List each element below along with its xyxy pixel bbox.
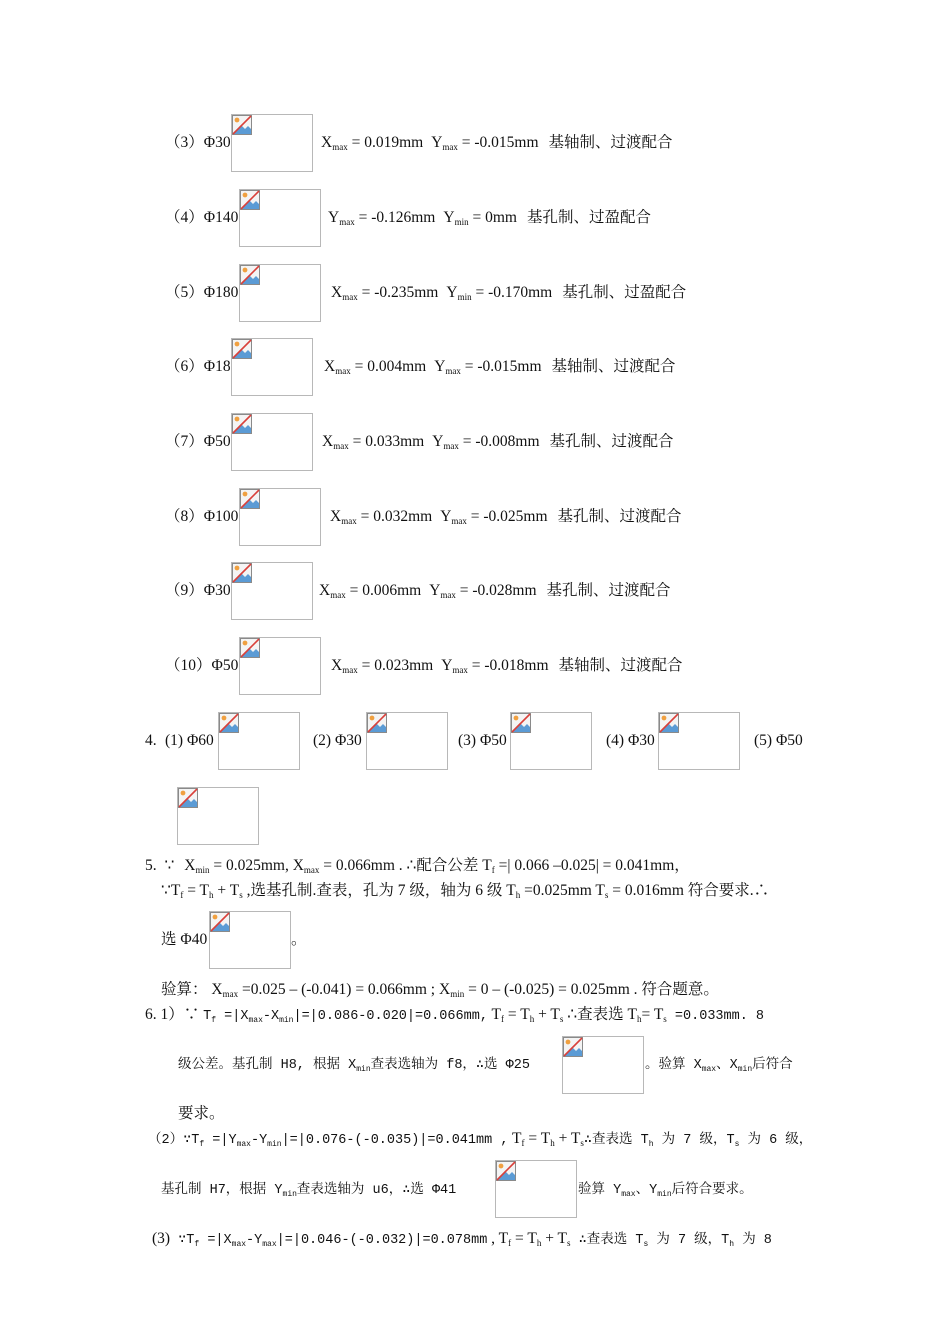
q4-formula-image-1 <box>218 712 300 770</box>
fit-type: 基孔制、过渡配合 <box>549 433 674 450</box>
text: -X <box>262 1009 280 1024</box>
subscript: max <box>231 1240 247 1249</box>
q4-line <box>145 731 157 751</box>
q6-line-3: 要求。 <box>178 1105 225 1122</box>
broken-image-icon <box>178 788 198 808</box>
q6-line-1 <box>145 1005 764 1031</box>
subscript: h <box>536 1238 542 1248</box>
subscript: s <box>663 1014 667 1024</box>
q6-line-2 <box>178 1054 530 1080</box>
fit-clearance-values <box>331 283 686 307</box>
text: =|X <box>199 1233 232 1248</box>
value: = -0.015mm <box>460 358 542 375</box>
subscript: s <box>734 1140 740 1149</box>
value: = 0.032mm <box>356 508 433 525</box>
text: ,选基孔制.查表，孔为 7 级，轴为 6 级 T <box>242 882 516 899</box>
subscript: s <box>580 1138 584 1148</box>
q5-line-3-end: 。 <box>291 931 307 948</box>
symbol: X <box>321 134 333 151</box>
fit-type: 基孔制、过渡配合 <box>546 582 671 599</box>
text: , T <box>487 1230 509 1247</box>
x-symbol: X <box>184 857 196 874</box>
text: ∵T <box>161 882 181 899</box>
subscript: min <box>457 292 472 302</box>
fit-item-number: （5）Φ180 <box>165 284 239 301</box>
fit-type: 基孔制、过盈配合 <box>562 284 687 301</box>
subscript: s <box>239 890 243 900</box>
fit-clearance-values <box>321 133 673 157</box>
text: + T <box>213 882 240 899</box>
value: = 0mm <box>468 209 517 226</box>
text: + T <box>554 1130 581 1147</box>
symbol: Y <box>446 284 458 301</box>
subscript: f <box>199 1140 205 1149</box>
subscript: h <box>729 1240 735 1249</box>
subscript: min <box>267 1140 282 1149</box>
subscript: f <box>508 1238 512 1248</box>
q4-item-4: (4) Φ30 <box>606 732 655 749</box>
symbol: Y <box>432 433 444 450</box>
text: =0.033mm. 8 <box>666 1009 765 1024</box>
q4-formula-image-3 <box>510 712 592 770</box>
subscript: max <box>342 665 358 675</box>
text: 为 8 <box>734 1233 772 1248</box>
q4-item-5: (5) Φ50 <box>754 732 803 749</box>
value: = -0.015mm <box>457 134 539 151</box>
subscript: min <box>356 1065 371 1074</box>
q6-line-5-end <box>578 1179 753 1205</box>
subscript: max <box>248 1016 263 1025</box>
subscript: s <box>643 1240 649 1249</box>
symbol: Y <box>441 657 453 674</box>
text: 查表选轴为 f8，∴选 Φ25 <box>370 1058 530 1073</box>
text: =|X <box>216 1009 249 1024</box>
subscript: max <box>451 516 467 526</box>
subscript: max <box>341 516 357 526</box>
subscript: max <box>443 441 459 451</box>
subscript: max <box>452 665 468 675</box>
symbol: Y <box>431 134 443 151</box>
q4-formula-image-2 <box>366 712 448 770</box>
broken-image-icon <box>240 489 260 509</box>
fit-clearance-values <box>330 507 682 531</box>
value: = 0.006mm <box>345 582 422 599</box>
text: 为 6 级， <box>739 1133 813 1148</box>
text: （2）∵T <box>148 1133 200 1148</box>
fit-formula-image <box>231 338 313 396</box>
q6-line-2-end <box>645 1054 793 1080</box>
because-symbol: ∵ <box>164 857 175 874</box>
text: 为 7 级，T <box>653 1133 735 1148</box>
value: = -0.126mm <box>354 209 436 226</box>
subscript: max <box>236 1140 251 1149</box>
text: = T <box>504 1006 530 1023</box>
value-text: =| 0.066 –0.025| = 0.041mm， <box>494 857 690 874</box>
text: ∴查表选 T <box>563 1006 637 1023</box>
subscript: max <box>335 366 351 376</box>
subscript: min <box>450 989 465 999</box>
fit-type: 基孔制、过盈配合 <box>526 209 651 226</box>
subscript: min <box>454 217 469 227</box>
fit-formula-image <box>239 637 321 695</box>
text: =0.025mm T <box>520 882 605 899</box>
subscript: max <box>330 590 346 600</box>
value: = 0.033mm <box>348 433 425 450</box>
text: 验算： <box>161 981 208 998</box>
broken-image-icon <box>496 1161 516 1181</box>
q6-label: 6. <box>145 1006 157 1023</box>
text: 基孔制 H7，根据 Y <box>161 1183 283 1198</box>
q4-formula-image-5 <box>177 787 259 845</box>
q6-line-6 <box>152 1229 772 1255</box>
broken-image-icon <box>367 713 387 733</box>
q5-line-4 <box>161 980 719 1004</box>
symbol: X <box>319 582 331 599</box>
subscript: min <box>657 1190 672 1199</box>
symbol: X <box>330 508 342 525</box>
t-symbol: T <box>482 857 492 874</box>
fit-formula-image <box>239 264 321 322</box>
fit-clearance-values <box>322 432 674 456</box>
text: 选 Φ40 <box>161 931 208 948</box>
q4-formula-image-4 <box>658 712 740 770</box>
x-symbol: X <box>211 981 223 998</box>
subscript: max <box>333 441 349 451</box>
value-text: = 0.066mm . ∴配合公差 <box>319 857 483 874</box>
text: -Y <box>246 1233 263 1248</box>
subscript: min <box>737 1065 753 1074</box>
subscript: min <box>282 1190 297 1199</box>
fit-type: 基孔制、过渡配合 <box>557 508 682 525</box>
fit-formula-image <box>239 488 321 546</box>
subscript: f <box>521 1138 525 1148</box>
fit-formula-image <box>239 189 321 247</box>
value: = 0.004mm <box>350 358 427 375</box>
fit-item-number: （8）Φ100 <box>165 508 239 525</box>
subscript: f <box>491 865 495 875</box>
text: ∵T <box>170 1233 195 1248</box>
q5-line-1 <box>145 856 690 880</box>
subscript: max <box>621 1190 636 1199</box>
q5-label: 5. <box>145 857 157 874</box>
text: |=|0.046-(-0.032)|=0.078mm <box>276 1233 488 1248</box>
subscript: s <box>567 1238 571 1248</box>
broken-image-icon <box>232 414 252 434</box>
value: = -0.028mm <box>455 582 537 599</box>
subscript: f <box>180 890 184 900</box>
q6-formula-image-2 <box>495 1160 577 1218</box>
symbol: Y <box>443 209 455 226</box>
subscript: min <box>279 1016 294 1025</box>
subscript: max <box>222 989 239 999</box>
subscript: max <box>342 292 358 302</box>
x-symbol: X <box>292 857 304 874</box>
subscript: max <box>440 590 456 600</box>
q4-label: 4. <box>145 732 157 749</box>
text: + T <box>534 1006 560 1023</box>
fit-type: 基轴制、过渡配合 <box>551 358 676 375</box>
subscript: max <box>701 1065 717 1074</box>
broken-image-icon <box>240 265 260 285</box>
fit-clearance-values <box>331 656 683 680</box>
text: |=|0.086-0.020|=0.066mm, <box>293 1009 488 1024</box>
text: 级公差。基孔制 H8, 根据 X <box>178 1058 357 1073</box>
broken-image-icon <box>232 339 252 359</box>
subscript: h <box>648 1140 654 1149</box>
q5-line-2 <box>161 881 769 905</box>
broken-image-icon <box>563 1037 583 1057</box>
subscript: h <box>550 1138 555 1148</box>
text: = 0 – (-0.025) = 0.025mm . 符合题意。 <box>464 981 719 998</box>
fit-formula-image <box>231 562 313 620</box>
text: = T <box>524 1130 551 1147</box>
q6-line-5 <box>161 1179 456 1205</box>
text: ∴查表选 T <box>583 1133 649 1148</box>
text: 、Y <box>635 1183 658 1198</box>
text: 为 7 级，T <box>648 1233 730 1248</box>
q5-line-3 <box>161 930 207 950</box>
subscript: h <box>515 890 521 900</box>
subscript: max <box>262 1240 277 1249</box>
q6-formula-image-1 <box>562 1036 644 1094</box>
fit-type: 基轴制、过渡配合 <box>548 134 673 151</box>
fit-item-number: （6）Φ18 <box>165 358 231 375</box>
subscript: s <box>559 1014 564 1024</box>
fit-item-number: （10）Φ50 <box>165 657 239 674</box>
subscript: max <box>303 865 320 875</box>
value: = -0.235mm <box>357 284 439 301</box>
fit-formula-image <box>231 413 313 471</box>
q6-line-4 <box>148 1129 812 1155</box>
text: (3) <box>152 1230 171 1247</box>
symbol: X <box>331 657 343 674</box>
text: |=|0.076-(-0.035)|=0.041mm , <box>281 1133 509 1148</box>
q4-item-2: (2) Φ30 <box>313 732 362 749</box>
subscript: s <box>604 890 609 900</box>
symbol: X <box>324 358 336 375</box>
broken-image-icon <box>240 638 260 658</box>
fit-item-number: （9）Φ30 <box>165 582 231 599</box>
text: ∴查表选 T <box>570 1233 644 1248</box>
text: T <box>203 1009 212 1024</box>
broken-image-icon <box>659 713 679 733</box>
fit-clearance-values <box>319 581 671 605</box>
value: = 0.023mm <box>357 657 434 674</box>
symbol: Y <box>434 358 446 375</box>
subscript: h <box>529 1014 535 1024</box>
text: = T <box>641 1006 664 1023</box>
text: 验算 Y <box>578 1183 622 1198</box>
broken-image-icon <box>232 563 252 583</box>
q5-formula-image <box>209 911 291 969</box>
value-text: = 0.025mm, <box>209 857 293 874</box>
subscript: max <box>442 142 458 152</box>
value: = 0.019mm <box>347 134 424 151</box>
text: =|Y <box>204 1133 237 1148</box>
fit-clearance-values <box>324 357 676 381</box>
subscript: h <box>636 1014 642 1024</box>
subscript: f <box>194 1240 200 1249</box>
fit-type: 基轴制、过渡配合 <box>558 657 683 674</box>
subscript: f <box>501 1014 504 1024</box>
symbol: X <box>331 284 343 301</box>
broken-image-icon <box>219 713 239 733</box>
fit-formula-image <box>231 114 313 172</box>
fit-item-number: （7）Φ50 <box>165 433 231 450</box>
fit-item-number: （4）Φ140 <box>165 209 239 226</box>
text: =0.025 – (-0.041) = 0.066mm ; X <box>238 981 451 998</box>
text: 后符合 <box>752 1058 793 1073</box>
broken-image-icon <box>240 190 260 210</box>
text: 、X <box>716 1058 738 1073</box>
subscript: min <box>195 865 210 875</box>
symbol: Y <box>429 582 441 599</box>
symbol: Y <box>440 508 452 525</box>
text: = T <box>183 882 210 899</box>
value: = -0.170mm <box>471 284 553 301</box>
text: 1）∵ <box>160 1006 204 1023</box>
fit-clearance-values <box>328 208 651 232</box>
text: 查表选轴为 u6，∴选 Φ41 <box>296 1183 457 1198</box>
text: = 0.016mm 符合要求.∴ <box>608 882 770 899</box>
text: + T <box>541 1230 567 1247</box>
fit-item-number: （3）Φ30 <box>165 134 231 151</box>
broken-image-icon <box>511 713 531 733</box>
subscript: max <box>445 366 461 376</box>
q4-item-1: (1) Φ60 <box>165 732 214 749</box>
text: T <box>487 1006 501 1023</box>
value: = -0.018mm <box>467 657 549 674</box>
value: = -0.025mm <box>466 508 548 525</box>
subscript: max <box>339 217 355 227</box>
text: -Y <box>250 1133 268 1148</box>
symbol: Y <box>328 209 340 226</box>
broken-image-icon <box>232 115 252 135</box>
broken-image-icon <box>210 912 230 932</box>
value: = -0.008mm <box>458 433 540 450</box>
subscript: f <box>211 1016 217 1025</box>
q4-item-3: (3) Φ50 <box>458 732 507 749</box>
text: = T <box>511 1230 537 1247</box>
text: 后符合要求。 <box>671 1183 753 1198</box>
text: T <box>508 1130 522 1147</box>
symbol: X <box>322 433 334 450</box>
text: 。验算 X <box>645 1058 702 1073</box>
subscript: max <box>332 142 348 152</box>
subscript: h <box>209 890 214 900</box>
